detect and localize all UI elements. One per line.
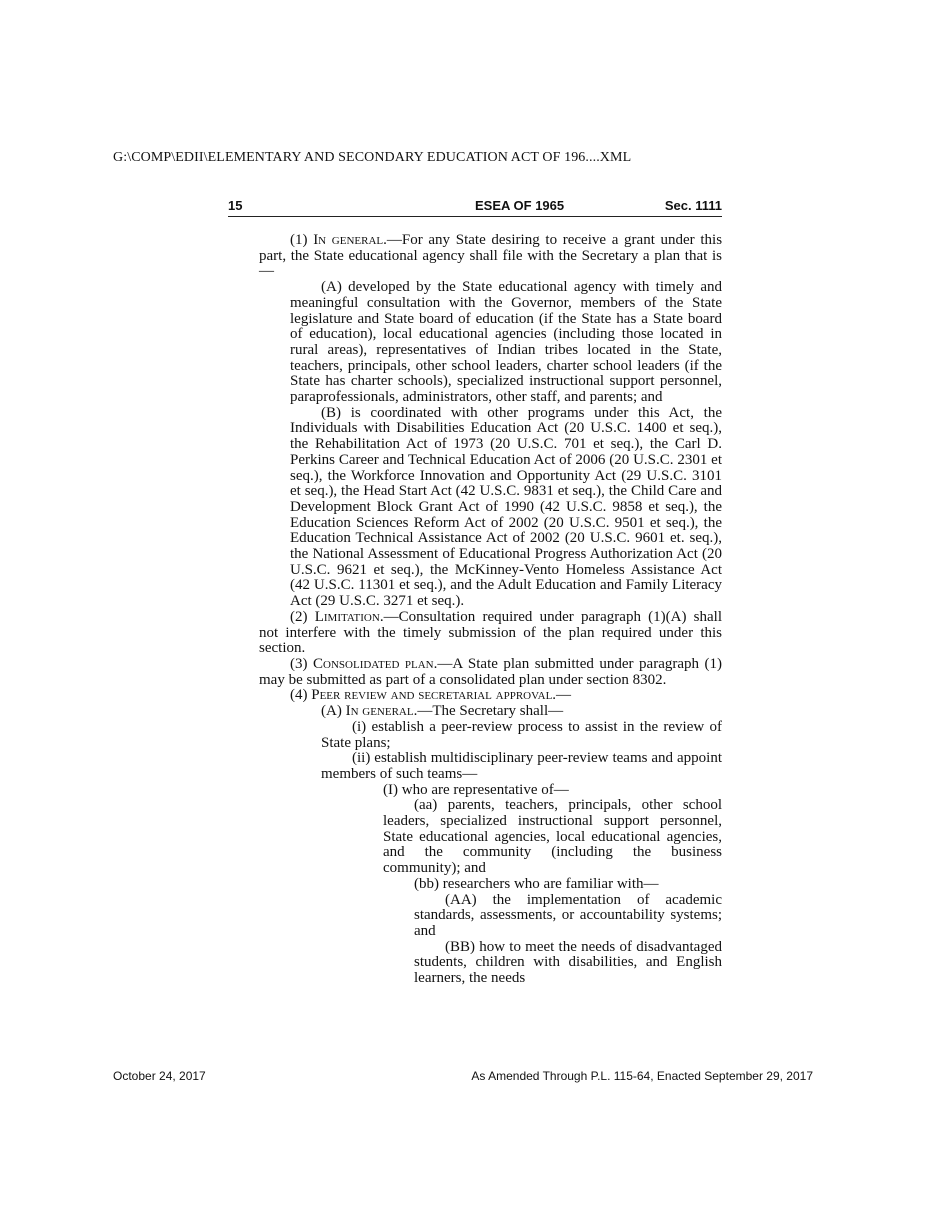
paragraph-heading: Limitation	[314, 608, 380, 625]
paragraph-num: (aa)	[414, 797, 438, 814]
paragraph-num: (bb)	[414, 875, 439, 892]
paragraph-3	[259, 657, 722, 688]
paragraph-body: .—	[552, 687, 572, 704]
paragraph-heading: Peer review and secretarial approval	[311, 687, 553, 704]
paragraph-2	[259, 610, 722, 657]
paragraph-body: developed by the State educational agency with timely and meaningful consultation with the Governor, members of the State legislature and State board of education (if the State has a State board of education), local educational agencies (including those located in rural areas), representatives of Indian tribes located in the State, teachers, principals, other school leaders, charter school leaders (if the State has charter schools), specialized instructional support personnel, paraprofessionals, administrators, other staff, and parents; and	[290, 279, 722, 406]
paragraph-num: (I)	[383, 781, 398, 798]
paragraph-num: (A)	[321, 703, 342, 720]
paragraph-4-a-ii-I-bb-BB	[414, 940, 722, 987]
file-path: G:\COMP\EDII\ELEMENTARY AND SECONDARY EDUCATION ACT OF 196....XML	[113, 150, 632, 165]
paragraph-body: .—For any State desiring to receive a grant under this part, the State educational agency shall file with the Secretary a plan that is—	[259, 232, 723, 280]
paragraph-4-a-ii-I-bb-AA	[414, 893, 722, 940]
statute-text	[259, 233, 722, 987]
paragraph-body: researchers who are familiar with—	[442, 875, 659, 892]
paragraph-heading: In general	[313, 232, 384, 248]
paragraph-num: (A)	[321, 279, 342, 296]
paragraph-body: establish a peer-review process to assist in the review of State plans;	[321, 718, 722, 751]
paragraph-1-a	[290, 280, 722, 406]
paragraph-4-a-ii-I	[352, 783, 722, 799]
page-number: 15	[228, 198, 243, 213]
paragraph-heading: In general	[345, 703, 414, 720]
page-title: ESEA OF 1965	[475, 198, 565, 213]
paragraph-1	[259, 233, 722, 280]
footer-date: October 24, 2017	[113, 1069, 206, 1083]
paragraph-4-a-ii-I-bb	[383, 877, 722, 893]
paragraph-num: (BB)	[445, 938, 475, 955]
paragraph-num: (3)	[290, 655, 308, 672]
paragraph-4	[259, 688, 722, 704]
paragraph-body: the implementation of academic standards, assessments, or accountability systems; and	[414, 891, 722, 939]
paragraph-num: (2)	[290, 608, 308, 625]
paragraph-body: .—The Secretary shall—	[413, 703, 564, 720]
paragraph-4-a	[290, 704, 722, 720]
paragraph-heading: Consolidated plan	[313, 655, 434, 672]
paragraph-4-a-ii	[321, 751, 722, 782]
section-number: Sec. 1111	[664, 198, 722, 213]
paragraph-num: (B)	[321, 404, 341, 421]
paragraph-body: is coordinated with other programs under this Act, the Individuals with Disabilities Education Act (20 U.S.C. 1400 et seq.), the Rehabilitation Act of 1973 (20 U.S.C. 701 et seq.), the Carl D. Perkins Career and Technical Education Act of 2006 (20 U.S.C. 2301 et seq.), the Workforce Innovation and Opportunity Act (29 U.S.C. 3101 et seq.), the Head Start Act (42 U.S.C. 9831 et seq.), the Child Care and Development Block Grant Act of 1990 (42 U.S.C. 9858 et seq.), the Education Sciences Reform Act of 2002 (20 U.S.C. 9501 et seq.), the Education Technical Assistance Act of 2002 (20 U.S.C. 9601 et. seq.), the National Assessment of Educational Progress Authorization Act (20 U.S.C. 9621 et seq.), the McKinney-Vento Homeless Assistance Act (42 U.S.C. 11301 et seq.), and the Adult Education and Family Literacy Act (29 U.S.C. 3271 et seq.).	[290, 404, 722, 610]
paragraph-num: (ii)	[352, 750, 371, 767]
paragraph-num: (i)	[352, 718, 367, 735]
paragraph-body: who are representative of—	[401, 781, 569, 798]
paragraph-4-a-ii-I-aa	[383, 798, 722, 877]
footer-amended: As Amended Through P.L. 115-64, Enacted September 29, 2017	[471, 1069, 813, 1083]
paragraph-body: .—A State plan submitted under paragraph (1) may be submitted as part of a consolidated plan under section 8302.	[259, 655, 722, 688]
paragraph-1-b	[290, 406, 722, 610]
paragraph-body: parents, teachers, principals, other school leaders, specialized instructional support personnel, State educational agencies, local educational agencies, and the community (including the business community); and	[383, 797, 722, 877]
paragraph-body: how to meet the needs of disadvantaged students, children with disabilities, and English learners, the needs	[414, 938, 723, 987]
paragraph-body: .—Consultation required under paragraph (1)(A) shall not interfere with the timely submission of the plan required under this section.	[259, 608, 723, 657]
paragraph-body: establish multidisciplinary peer-review teams and appoint members of such teams—	[321, 750, 723, 782]
paragraph-4-a-i	[321, 720, 722, 751]
running-head	[228, 198, 722, 217]
paragraph-num: (AA)	[445, 891, 477, 908]
paragraph-num: (1)	[290, 232, 308, 248]
paragraph-num: (4)	[290, 687, 308, 704]
